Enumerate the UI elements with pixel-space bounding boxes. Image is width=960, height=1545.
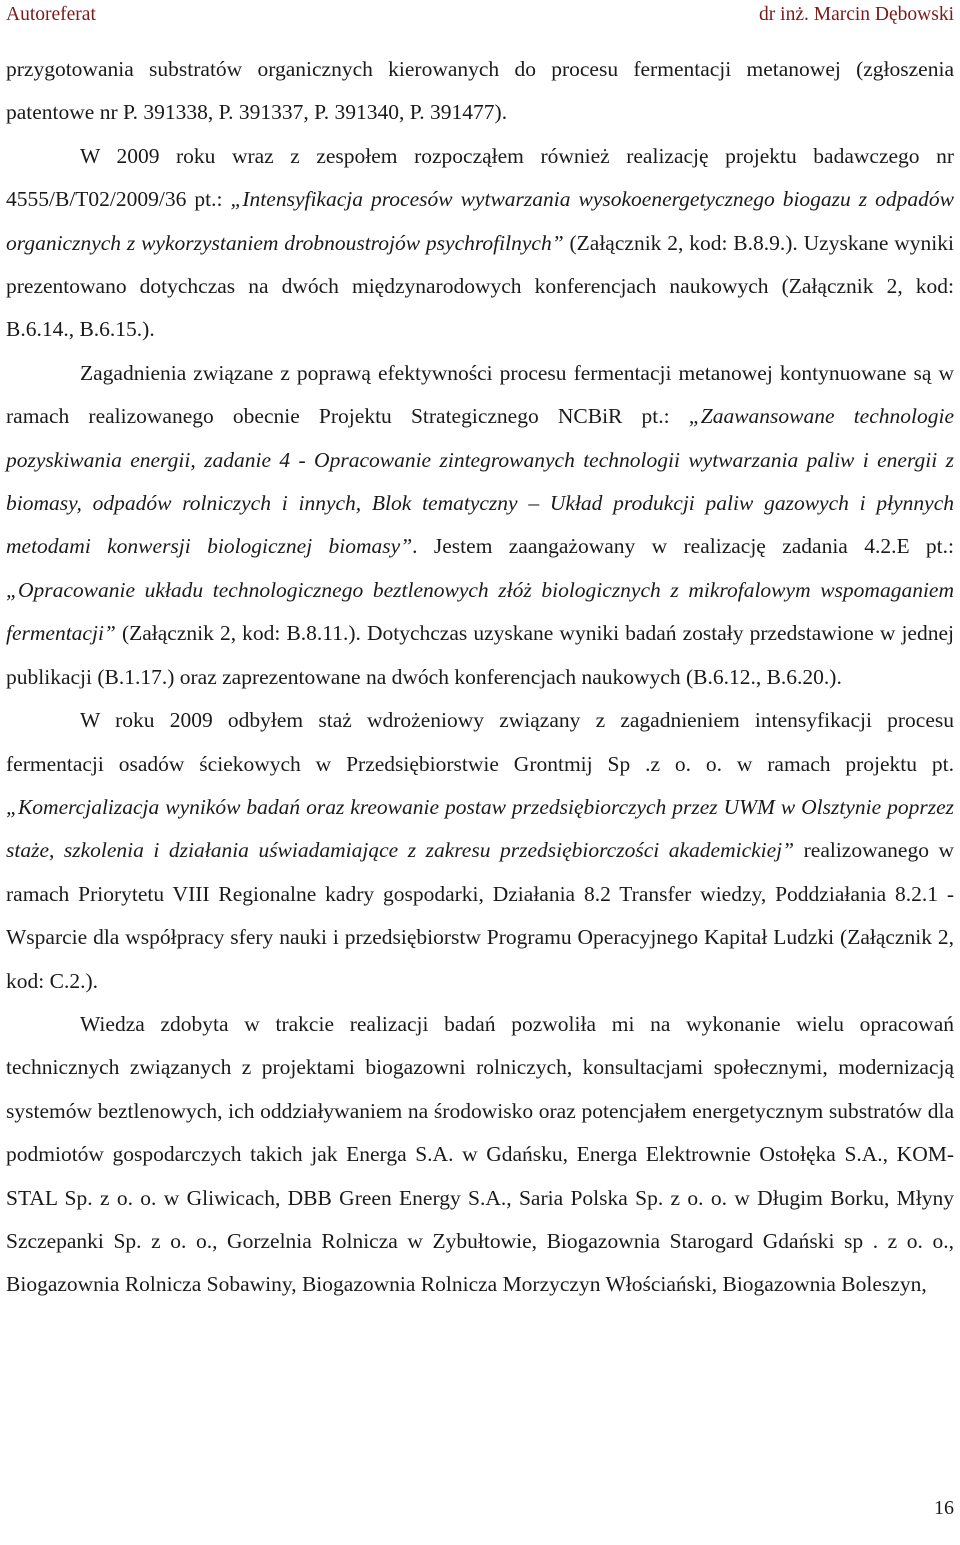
header-author: dr inż. Marcin Dębowski xyxy=(759,4,954,25)
task-title-italic: „Opracowanie układu technologicznego beztlenowych złóż biologicznych z mikrofalowym wspomaganiem fermentacji” xyxy=(6,577,954,646)
paragraph-text: . Jestem zaangażowany w realizację zadania 4.2.E pt.: xyxy=(412,534,954,559)
page-number: 16 xyxy=(934,1497,954,1519)
paragraph-0 xyxy=(6,48,954,135)
paragraph-text: Wiedza zdobyta w trakcie realizacji badań pozwoliła mi na wykonanie wielu opracowań technicznych związanych z projektami biogazowni rolniczych, konsultacjami społecznymi, modernizacją systemów beztlenowych, ich oddziaływaniem na środowisko oraz potencjałem energetycznym substratów dla podmiotów gospodarczych takich jak Energa S.A. w Gdańsku, Energa Elektrownie Ostołęka S.A., KOM-STAL Sp. z o. o. w Gliwicach, DBB Green Energy S.A., Saria Polska Sp. z o. o. w Długim Borku, Młyny Szczepanki Sp. z o. o., Gorzelnia Rolnicza w Zybułtowie, Biogazownia Starogard Gdański sp . z o. o., Biogazownia Rolnicza Sobawiny, Biogazownia Rolnicza Morzyczyn Włościański, Biogazownia Boleszyn, xyxy=(6,1011,954,1297)
project-title-italic: „Intensyfikacja procesów wytwarzania wysokoenergetycznego biogazu z odpadów organicznych z wykorzystaniem drobnoustrojów psychrofilnych” xyxy=(6,187,954,255)
paragraph-text: (Załącznik 2, kod: B.8.11.). Dotychczas uzyskane wyniki badań zostały przedstawione w jednej publikacji (B.1.17.) oraz zaprezentowane na dwóch konferencjach naukowych (B.6.12., B.6.20.). xyxy=(6,621,954,689)
project-title-italic: „Zaawansowane technologie pozyskiwania energii, zadanie 4 - Opracowanie zintegrowanych technologii wytwarzania paliw i energii z biomasy, odpadów rolniczych i innych, Blok tematyczny – Układ produkcji paliw gazowych i płynnych metodami konwersji biologicznej biomasy” xyxy=(6,404,954,559)
paragraph-1 xyxy=(6,135,954,352)
paragraph-text: przygotowania substratów organicznych kierowanych do procesu fermentacji metanowej (zgłoszenia patentowe nr P. 391338, P. 391337, P. 391340, P. 391477). xyxy=(6,57,954,125)
project-title-italic: „Komercjalizacja wyników badań oraz kreowanie postaw przedsiębiorczych przez UWM w Olsztynie poprzez staże, szkolenia i działania uświadamiające z zakresu przedsiębiorczości akademickiej” xyxy=(6,794,954,863)
paragraph-text: W roku 2009 odbyłem staż wdrożeniowy związany z zagadnieniem intensyfikacji procesu fermentacji osadów ściekowych w Przedsiębiorstwie Grontmij Sp .z o. o. w ramach projektu pt. xyxy=(6,708,954,776)
paragraph-2 xyxy=(6,352,954,699)
document-body xyxy=(6,48,954,1307)
paragraph-text: (Załącznik 2, kod: B.8.9.). Uzyskane wyniki prezentowano dotychczas na dwóch międzynarodowych konferencjach naukowych (Załącznik 2, kod: B.6.14., B.6.15.). xyxy=(6,230,954,342)
paragraph-text: W 2009 roku wraz z zespołem rozpocząłem również realizację projektu badawczego nr 4555/B/T02/2009/36 pt.: xyxy=(6,143,954,212)
paragraph-4 xyxy=(6,1003,954,1307)
paragraph-text: Zagadnienia związane z poprawą efektywności procesu fermentacji metanowej kontynuowane są w ramach realizowanego obecnie Projektu Strategicznego NCBiR pt.: xyxy=(6,360,954,429)
header-title: Autoreferat xyxy=(6,4,96,25)
paragraph-text: realizowanego w ramach Priorytetu VIII Regionalne kadry gospodarki, Działania 8.2 Transfer wiedzy, Poddziałania 8.2.1 - Wsparcie dla współpracy sfery nauki i przedsiębiorstw Programu Operacyjnego Kapitał Ludzki (Załącznik 2, kod: C.2.). xyxy=(6,838,955,993)
page-header xyxy=(6,4,954,30)
paragraph-3 xyxy=(6,699,954,1003)
